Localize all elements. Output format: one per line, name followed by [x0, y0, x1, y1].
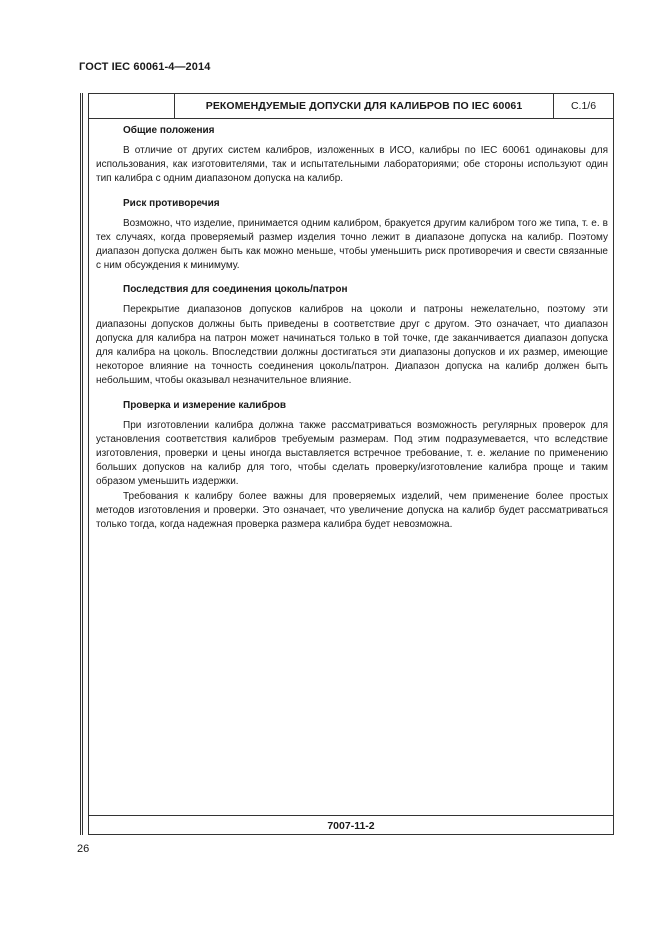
table-footer-code: 7007-11-2 — [88, 815, 614, 835]
section-paragraph: При изготовлении калибра должна также рассматриваться возможность регулярных проверок для установления соответствия калибров требуемым размерам. Под этим подразумевается, что вследствие изготовления, проверки и цены иногда выставляется встречное требование, т. е. желание по применению больших допусков на калибр для того, чтобы сделать проверку/изготовление калибра проще и таким образом уменьшить издержки. — [96, 419, 608, 488]
section-paragraph: Возможно, что изделие, принимается одним калибром, бракуется другим калибром того же типа, т. е. в тех случаях, когда проверяемый размер изделия точно лежит в диапазоне допуска на калибр. Поэтому диапазон допуска должен быть как можно меньше, чтобы уменьшить риск противоречия и свести связанные с ним обсуждения к минимуму. — [96, 217, 608, 272]
margin-bar — [80, 93, 83, 835]
section-heading: Последствия для соединения цоколь/патрон — [123, 284, 348, 296]
section-paragraph: Перекрытие диапазонов допусков калибров на цоколи и патроны нежелательно, поэтому эти диапазоны допусков должны быть приведены в соответствие друг с другом. Это означает, что диапазон допуска для калибра на патрон может начинаться только в той точке, где заканчивается диапазон допуска для калибра на цоколь. Впоследствии должны достигаться эти диапазоны допусков и их размер, имеющие некоторое влияние на точность соединения цоколь/патрон. Диапазон допуска на калибр должен быть небольшим, чтобы оказывал незначительное влияние. — [96, 304, 608, 387]
section-heading: Проверка и измерение калибров — [123, 399, 286, 411]
document-body — [96, 124, 608, 542]
page-number: 26 — [77, 843, 90, 855]
document-standard-header: ГОСТ IEC 60061-4—2014 — [79, 61, 211, 73]
section-risk — [96, 197, 608, 274]
section-consequences — [96, 283, 608, 388]
section-paragraph: Требования к калибру более важны для проверяемых изделий, чем применение более простых методов изготовления и проверки. Это означает, что увеличение допуска на калибр будет рассматриваться только тогда, когда надежная проверка размера калибра будет невозможна. — [96, 490, 608, 531]
table-title: РЕКОМЕНДУЕМЫЕ ДОПУСКИ ДЛЯ КАЛИБРОВ ПО IEC 60061 — [174, 93, 554, 118]
section-paragraph: В отличие от других систем калибров, изложенных в ИСО, калибры по IEC 60061 одинаковы для использования, как изготовителями, так и испытательными лабораториями; обе стороны используют один тип калибра с одним диапазоном допуска на калибр. — [96, 145, 608, 185]
section-general — [96, 124, 608, 187]
table-title-row — [88, 93, 614, 119]
section-verification — [96, 399, 608, 533]
section-heading: Риск противоречия — [123, 197, 220, 209]
section-heading: Общие положения — [123, 125, 215, 136]
sheet-code: С.1/6 — [570, 99, 597, 112]
